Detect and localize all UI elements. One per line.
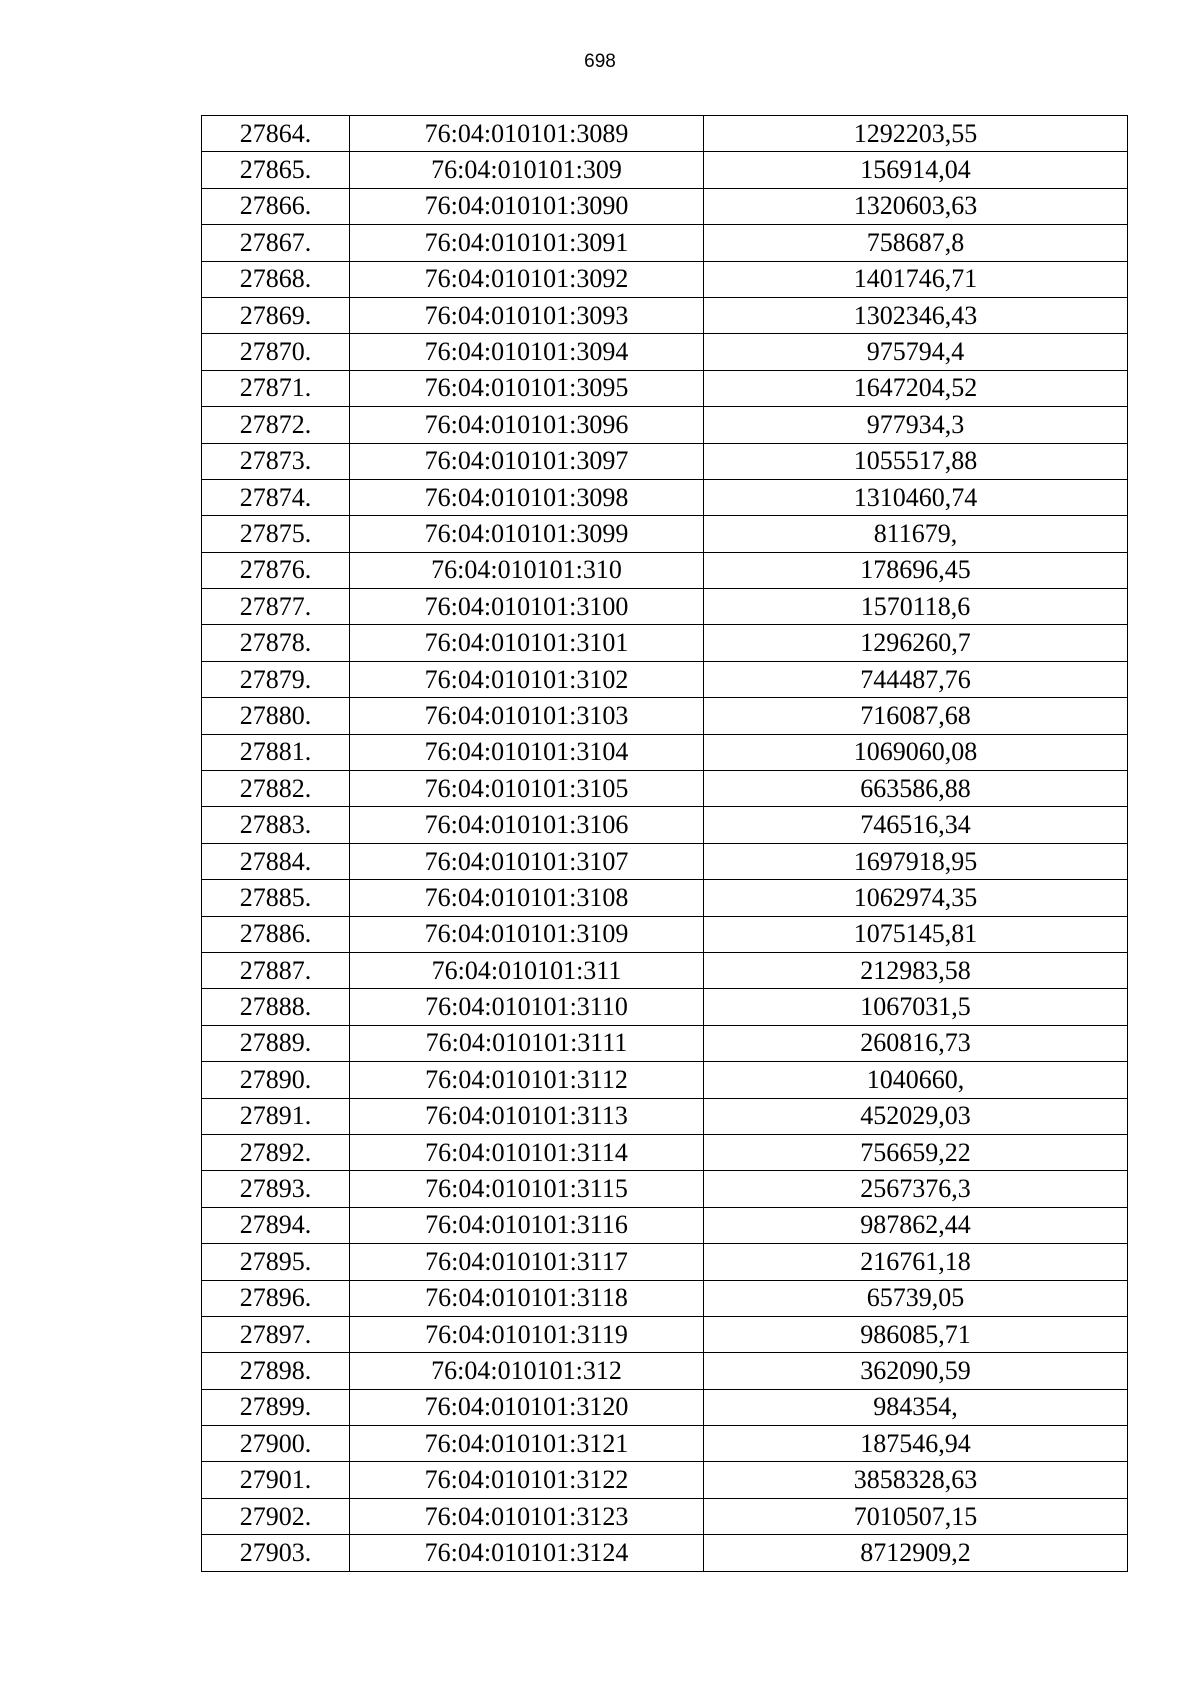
row-number-cell: 27888. <box>202 989 350 1025</box>
table-row <box>202 1280 1128 1316</box>
table-row <box>202 152 1128 188</box>
row-number-cell: 27876. <box>202 552 350 588</box>
table-row <box>202 552 1128 588</box>
table-row <box>202 661 1128 697</box>
cadastral-number-cell: 76:04:010101:3116 <box>350 1207 704 1243</box>
table-row <box>202 1207 1128 1243</box>
row-number-cell: 27899. <box>202 1389 350 1425</box>
value-cell: 758687,8 <box>704 225 1128 261</box>
cadastral-number-cell: 76:04:010101:3097 <box>350 443 704 479</box>
value-cell: 1062974,35 <box>704 880 1128 916</box>
cadastral-number-cell: 76:04:010101:3092 <box>350 261 704 297</box>
cadastral-number-cell: 76:04:010101:3107 <box>350 843 704 879</box>
row-number-cell: 27884. <box>202 843 350 879</box>
cadastral-number-cell: 76:04:010101:3093 <box>350 297 704 333</box>
row-number-cell: 27881. <box>202 734 350 770</box>
value-cell: 1075145,81 <box>704 916 1128 952</box>
cadastral-number-cell: 76:04:010101:3096 <box>350 407 704 443</box>
row-number-cell: 27903. <box>202 1535 350 1571</box>
row-number-cell: 27875. <box>202 516 350 552</box>
cadastral-number-cell: 76:04:010101:3105 <box>350 771 704 807</box>
row-number-cell: 27865. <box>202 152 350 188</box>
value-cell: 746516,34 <box>704 807 1128 843</box>
row-number-cell: 27898. <box>202 1353 350 1389</box>
cadastral-number-cell: 76:04:010101:3094 <box>350 334 704 370</box>
cadastral-number-cell: 76:04:010101:3121 <box>350 1426 704 1462</box>
value-cell: 1320603,63 <box>704 188 1128 224</box>
cadastral-number-cell: 76:04:010101:3089 <box>350 116 704 152</box>
row-number-cell: 27892. <box>202 1134 350 1170</box>
value-cell: 986085,71 <box>704 1316 1128 1352</box>
value-cell: 984354, <box>704 1389 1128 1425</box>
table-row <box>202 734 1128 770</box>
value-cell: 977934,3 <box>704 407 1128 443</box>
row-number-cell: 27886. <box>202 916 350 952</box>
value-cell: 663586,88 <box>704 771 1128 807</box>
row-number-cell: 27878. <box>202 625 350 661</box>
value-cell: 187546,94 <box>704 1426 1128 1462</box>
value-cell: 362090,59 <box>704 1353 1128 1389</box>
table-row <box>202 698 1128 734</box>
row-number-cell: 27868. <box>202 261 350 297</box>
row-number-cell: 27872. <box>202 407 350 443</box>
cadastral-number-cell: 76:04:010101:3098 <box>350 479 704 515</box>
value-cell: 2567376,3 <box>704 1171 1128 1207</box>
cadastral-number-cell: 76:04:010101:3109 <box>350 916 704 952</box>
row-number-cell: 27900. <box>202 1426 350 1462</box>
cadastral-number-cell: 76:04:010101:3108 <box>350 880 704 916</box>
row-number-cell: 27871. <box>202 370 350 406</box>
cadastral-number-cell: 76:04:010101:3104 <box>350 734 704 770</box>
table-row <box>202 479 1128 515</box>
row-number-cell: 27883. <box>202 807 350 843</box>
value-cell: 212983,58 <box>704 952 1128 988</box>
value-cell: 1647204,52 <box>704 370 1128 406</box>
cadastral-number-cell: 76:04:010101:3124 <box>350 1535 704 1571</box>
cadastral-number-cell: 76:04:010101:312 <box>350 1353 704 1389</box>
row-number-cell: 27879. <box>202 661 350 697</box>
cadastral-number-cell: 76:04:010101:3112 <box>350 1062 704 1098</box>
cadastral-number-cell: 76:04:010101:3114 <box>350 1134 704 1170</box>
value-cell: 65739,05 <box>704 1280 1128 1316</box>
cadastral-number-cell: 76:04:010101:3118 <box>350 1280 704 1316</box>
value-cell: 260816,73 <box>704 1025 1128 1061</box>
cadastral-number-cell: 76:04:010101:3113 <box>350 1098 704 1134</box>
row-number-cell: 27891. <box>202 1098 350 1134</box>
value-cell: 1310460,74 <box>704 479 1128 515</box>
table-row <box>202 225 1128 261</box>
cadastral-number-cell: 76:04:010101:3102 <box>350 661 704 697</box>
registry-table <box>201 115 1128 1572</box>
value-cell: 216761,18 <box>704 1244 1128 1280</box>
table-row <box>202 916 1128 952</box>
table-row <box>202 1498 1128 1534</box>
row-number-cell: 27877. <box>202 589 350 625</box>
table-row <box>202 1098 1128 1134</box>
table-row <box>202 1426 1128 1462</box>
row-number-cell: 27893. <box>202 1171 350 1207</box>
table-row <box>202 625 1128 661</box>
table-row <box>202 1171 1128 1207</box>
table-row <box>202 1134 1128 1170</box>
cadastral-number-cell: 76:04:010101:3101 <box>350 625 704 661</box>
cadastral-number-cell: 76:04:010101:309 <box>350 152 704 188</box>
table-row <box>202 516 1128 552</box>
cadastral-number-cell: 76:04:010101:3110 <box>350 989 704 1025</box>
value-cell: 156914,04 <box>704 152 1128 188</box>
cadastral-number-cell: 76:04:010101:3091 <box>350 225 704 261</box>
table-row <box>202 443 1128 479</box>
table-row <box>202 1462 1128 1498</box>
cadastral-number-cell: 76:04:010101:3117 <box>350 1244 704 1280</box>
cadastral-number-cell: 76:04:010101:3103 <box>350 698 704 734</box>
row-number-cell: 27894. <box>202 1207 350 1243</box>
table-row <box>202 589 1128 625</box>
table-row <box>202 807 1128 843</box>
row-number-cell: 27897. <box>202 1316 350 1352</box>
value-cell: 987862,44 <box>704 1207 1128 1243</box>
value-cell: 7010507,15 <box>704 1498 1128 1534</box>
value-cell: 1040660, <box>704 1062 1128 1098</box>
table-row <box>202 1316 1128 1352</box>
table-row <box>202 1062 1128 1098</box>
table-row <box>202 771 1128 807</box>
row-number-cell: 27874. <box>202 479 350 515</box>
value-cell: 1570118,6 <box>704 589 1128 625</box>
cadastral-number-cell: 76:04:010101:311 <box>350 952 704 988</box>
table-row <box>202 843 1128 879</box>
value-cell: 1302346,43 <box>704 297 1128 333</box>
table-row <box>202 989 1128 1025</box>
value-cell: 452029,03 <box>704 1098 1128 1134</box>
cadastral-number-cell: 76:04:010101:3095 <box>350 370 704 406</box>
row-number-cell: 27873. <box>202 443 350 479</box>
table-row <box>202 1535 1128 1571</box>
row-number-cell: 27869. <box>202 297 350 333</box>
value-cell: 811679, <box>704 516 1128 552</box>
row-number-cell: 27885. <box>202 880 350 916</box>
cadastral-number-cell: 76:04:010101:3090 <box>350 188 704 224</box>
cadastral-number-cell: 76:04:010101:3106 <box>350 807 704 843</box>
value-cell: 1067031,5 <box>704 989 1128 1025</box>
table-row <box>202 1244 1128 1280</box>
value-cell: 716087,68 <box>704 698 1128 734</box>
row-number-cell: 27870. <box>202 334 350 370</box>
table-row <box>202 880 1128 916</box>
table-row <box>202 116 1128 152</box>
value-cell: 1296260,7 <box>704 625 1128 661</box>
table-row <box>202 261 1128 297</box>
row-number-cell: 27867. <box>202 225 350 261</box>
table-row <box>202 297 1128 333</box>
table-row <box>202 1025 1128 1061</box>
table-row <box>202 370 1128 406</box>
cadastral-number-cell: 76:04:010101:3111 <box>350 1025 704 1061</box>
value-cell: 8712909,2 <box>704 1535 1128 1571</box>
value-cell: 178696,45 <box>704 552 1128 588</box>
row-number-cell: 27887. <box>202 952 350 988</box>
table-row <box>202 334 1128 370</box>
row-number-cell: 27901. <box>202 1462 350 1498</box>
table-row <box>202 188 1128 224</box>
row-number-cell: 27896. <box>202 1280 350 1316</box>
cadastral-number-cell: 76:04:010101:3115 <box>350 1171 704 1207</box>
cadastral-number-cell: 76:04:010101:3122 <box>350 1462 704 1498</box>
cadastral-number-cell: 76:04:010101:3100 <box>350 589 704 625</box>
value-cell: 1401746,71 <box>704 261 1128 297</box>
value-cell: 756659,22 <box>704 1134 1128 1170</box>
table-row <box>202 1353 1128 1389</box>
row-number-cell: 27864. <box>202 116 350 152</box>
value-cell: 975794,4 <box>704 334 1128 370</box>
value-cell: 3858328,63 <box>704 1462 1128 1498</box>
row-number-cell: 27866. <box>202 188 350 224</box>
registry-table-body <box>202 116 1128 1572</box>
cadastral-number-cell: 76:04:010101:3120 <box>350 1389 704 1425</box>
row-number-cell: 27889. <box>202 1025 350 1061</box>
table-row <box>202 952 1128 988</box>
cadastral-number-cell: 76:04:010101:3123 <box>350 1498 704 1534</box>
value-cell: 744487,76 <box>704 661 1128 697</box>
row-number-cell: 27895. <box>202 1244 350 1280</box>
value-cell: 1055517,88 <box>704 443 1128 479</box>
value-cell: 1292203,55 <box>704 116 1128 152</box>
row-number-cell: 27890. <box>202 1062 350 1098</box>
cadastral-number-cell: 76:04:010101:310 <box>350 552 704 588</box>
page-number: 698 <box>584 51 616 72</box>
value-cell: 1069060,08 <box>704 734 1128 770</box>
value-cell: 1697918,95 <box>704 843 1128 879</box>
row-number-cell: 27882. <box>202 771 350 807</box>
row-number-cell: 27902. <box>202 1498 350 1534</box>
table-row <box>202 1389 1128 1425</box>
cadastral-number-cell: 76:04:010101:3099 <box>350 516 704 552</box>
cadastral-number-cell: 76:04:010101:3119 <box>350 1316 704 1352</box>
table-row <box>202 407 1128 443</box>
row-number-cell: 27880. <box>202 698 350 734</box>
